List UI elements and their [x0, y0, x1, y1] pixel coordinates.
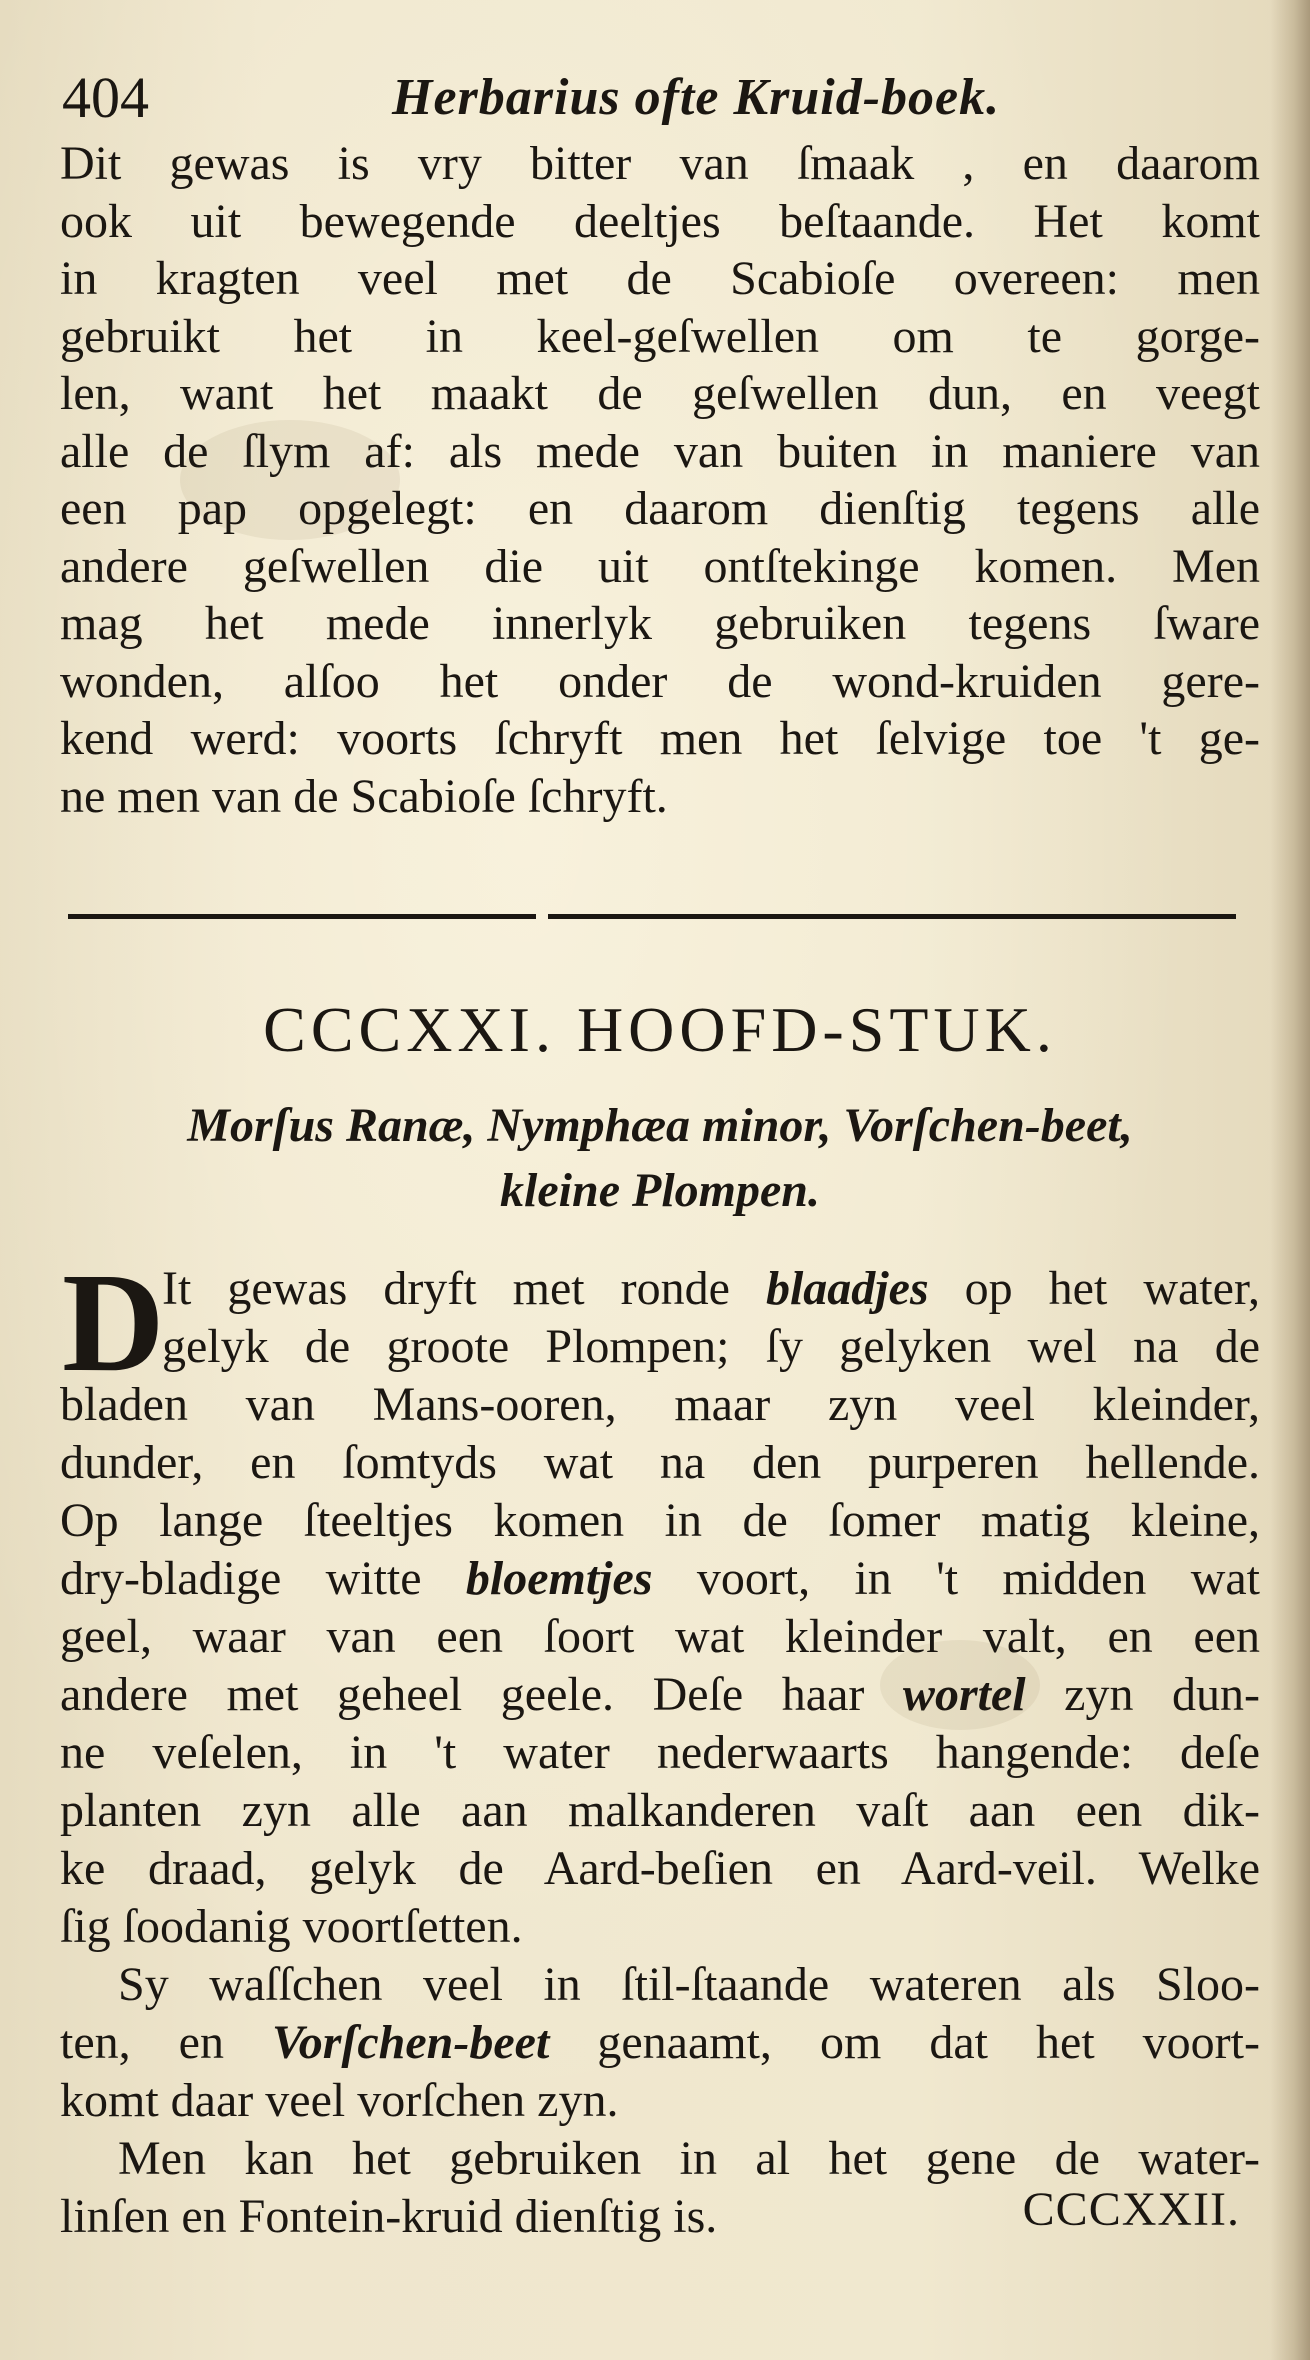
running-title: Herbarius ofte Kruid-boek. — [392, 69, 1001, 126]
text-segment: zyn dun- — [1025, 1668, 1260, 1721]
text-line: bladen van Mans-ooren, maar zyn veel kleinder, — [60, 1378, 1260, 1431]
text-segment: It gewas dryft met ronde — [162, 1262, 766, 1315]
italic-term: Vorſchen-beet — [272, 2016, 550, 2069]
text-line: een pap opgelegt: en daarom dienſtig tegens alle — [60, 482, 1260, 535]
page-header — [62, 58, 1242, 138]
text-line — [60, 1260, 1260, 1318]
section-divider-right — [548, 914, 1236, 919]
text-line: kend werd: voorts ſchryft men het ſelvige toe 't ge- — [60, 712, 1260, 765]
italic-term: bloemtjes — [465, 1552, 653, 1605]
text-segment: voort, in 't midden wat — [652, 1552, 1260, 1605]
italic-term: wortel — [902, 1668, 1026, 1721]
text-segment: genaamt, om dat het voort- — [549, 2016, 1260, 2069]
text-segment: ten, en — [60, 2016, 273, 2069]
text-line: ſig ſoodanig voortſetten. — [60, 1900, 523, 1953]
text-line: len, want het maakt de geſwellen dun, en veegt — [60, 367, 1260, 420]
text-line: ook uit bewegende deeltjes beſtaande. Het komt — [60, 194, 1260, 248]
chapter-subtitle: Morſus Ranæ, Nymphæa minor, Vorſchen-beet, — [187, 1099, 1133, 1152]
italic-term: blaadjes — [765, 1262, 929, 1315]
text-line — [60, 2014, 1260, 2072]
chapter-body-text — [60, 1243, 1260, 2246]
text-line: geel, waar van een ſoort wat kleinder valt, en een — [60, 1610, 1260, 1663]
drop-cap: D — [62, 1243, 165, 1401]
text-line — [60, 1666, 1260, 1724]
page-number: 404 — [62, 65, 149, 130]
text-line: gebruikt het in keel-geſwellen om te gorge- — [60, 309, 1260, 363]
text-line: andere geſwellen die uit ontſtekinge komen. Men — [60, 539, 1260, 593]
chapter-subtitle: kleine Plompen. — [500, 1164, 820, 1217]
text-line: Sy waſſchen veel in ſtil-ſtaande wateren als Sloo- — [118, 1958, 1260, 2011]
text-line: gelyk de groote Plompen; ſy gelyken wel na de — [162, 1320, 1260, 1373]
previous-chapter-text — [60, 135, 1260, 825]
text-line: linſen en Fontein-kruid dienſtig is. — [60, 2190, 718, 2243]
chapter-title: CCCXXI. HOOFD-STUK. — [263, 994, 1057, 1065]
text-line: komt daar veel vorſchen zyn. — [60, 2074, 619, 2127]
text-line: in kragten veel met de Scabioſe overeen: men — [60, 252, 1260, 305]
text-segment: op het water, — [928, 1262, 1260, 1315]
section-divider-left — [68, 914, 536, 919]
text-line: Men kan het gebruiken in al het gene de water- — [118, 2132, 1260, 2185]
text-segment: andere met geheel geele. Deſe haar — [60, 1668, 903, 1721]
text-line: ne men van de Scabioſe ſchryft. — [60, 769, 668, 823]
text-line: mag het mede innerlyk gebruiken tegens ſware — [60, 597, 1260, 650]
catchword: CCCXXII. — [1022, 2183, 1240, 2236]
text-line — [60, 1550, 1260, 1608]
text-line: planten zyn alle aan malkanderen vaſt aan een dik- — [60, 1784, 1260, 1837]
text-line: Dit gewas is vry bitter van ſmaak , en daarom — [60, 137, 1260, 190]
text-line: dunder, en ſomtyds wat na den purperen hellende. — [60, 1436, 1260, 1489]
text-segment: dry-bladige witte — [60, 1552, 466, 1605]
text-line: ke draad, gelyk de Aard-beſien en Aard-veil. Welke — [60, 1842, 1260, 1895]
text-line: wonden, alſoo het onder de wond-kruiden gere- — [60, 654, 1260, 708]
text-line: alle de ſlym af: als mede van buiten in maniere van — [60, 424, 1260, 478]
page-gutter-shadow — [1270, 0, 1310, 2360]
text-line: ne veſelen, in 't water nederwaarts hangende: deſe — [60, 1726, 1260, 1779]
text-line: Op lange ſteeltjes komen in de ſomer matig kleine, — [60, 1494, 1260, 1547]
